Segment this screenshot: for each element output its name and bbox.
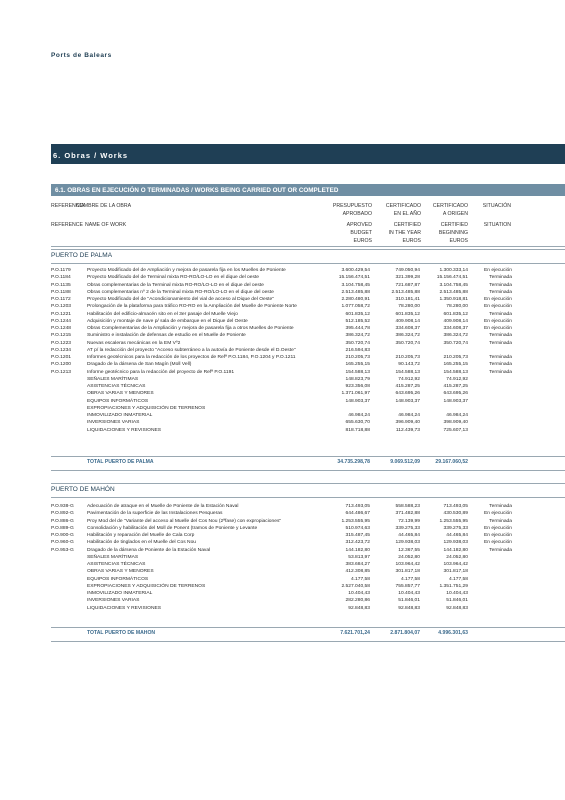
cell-certified-year: 396.909,40 [395,420,420,426]
cell-certified-origin: 2.513.485,88 [439,289,468,295]
cell-approved-budget: 395.444,78 [345,326,370,331]
table-row [51,510,565,517]
group-title-line [51,497,565,498]
cell-status: Terminada [489,362,512,368]
cell-approved-budget: 282.280,86 [345,598,370,604]
table-row [51,605,565,612]
cell-approved-budget: 46.984,24 [348,413,370,418]
total-certified-year: 9.069.512,09 [390,459,420,465]
group-title-line [51,263,565,264]
cell-approved-budget: 655.630,70 [345,420,370,426]
cell-reference: P.O.1213 [51,369,72,375]
table-row [51,340,565,347]
cell-work-name: Proyecto Modificado del de "Acondicionamiento del vial de acceso al Dique del Oeste" [87,297,274,302]
cell-work-name: EXPROPIACIONES Y ADQUISICIÓN DE TERRENOS [87,405,206,411]
cell-work-name: ASISTENCIAS TÉCNICAS [87,384,146,389]
cell-reference: P.O.889-G [51,525,74,531]
cell-approved-budget: 3.600.429,54 [341,268,370,273]
col-head-budget-es: PRESUPUESTO APROBADO [332,203,372,217]
cell-certified-year: 78.280,00 [398,304,420,310]
cell-approved-budget: 312.423,72 [345,540,370,546]
cell-work-name: LIQUIDACIONES Y REVISIONES [87,605,162,611]
col-head-year-es: CERTIFICADO EN EL AÑO [385,203,421,217]
table-row [51,561,565,568]
cell-work-name: Habilitación de tinglados en el Muelle del Cos Nou [87,540,197,546]
cell-reference: P.O.1223 [51,340,72,346]
total-label: TOTAL PUERTO DE MAHÓN [87,630,156,636]
col-head-ref-es: REFERENCIA [51,203,85,209]
cell-certified-year: 154.588,13 [395,369,420,375]
cell-approved-budget: 210.205,73 [345,355,370,360]
cell-work-name: Obras complementarias de la Terminal mixta RO-RO/LO-LO en el dique del oeste [87,282,264,288]
cell-approved-budget: 512.185,52 [345,318,370,324]
cell-status: En ejecución [483,533,512,538]
cell-certified-origin: 334.608,37 [443,326,468,331]
cell-certified-year: 301.817,18 [395,569,420,575]
cell-approved-budget: 154.588,13 [345,369,370,375]
cell-certified-origin: 301.817,18 [443,569,468,575]
cell-certified-year: 558.588,23 [395,504,420,509]
table-row [51,525,565,532]
running-header: Ports de Balears [51,52,112,59]
cell-work-name: LIQUIDACIONES Y REVISIONES [87,427,162,433]
cell-approved-budget: 53.813,97 [348,554,370,560]
cell-approved-budget: 315.487,45 [345,533,370,538]
table-row [51,590,565,597]
cell-approved-budget: 386.324,72 [345,333,370,339]
group-title: PUERTO DE MAHÓN [51,486,115,493]
cell-reference: P.O.1188 [51,289,71,295]
table-row [51,419,565,426]
cell-reference: P.O.953-G [51,547,74,553]
cell-reference: P.O.938-G [51,504,74,509]
cell-work-name: EQUIPOS INFORMÁTICOS [87,576,149,582]
cell-work-name: ASISTENCIAS TÉCNICAS [87,562,146,567]
table-row [51,376,565,383]
cell-status: Terminada [489,369,512,375]
cell-approved-budget: 383.684,27 [345,562,370,567]
table-row [51,267,565,274]
cell-certified-origin: 415.287,25 [443,384,468,389]
table-title: 6.1. OBRAS EN EJECUCIÓN O TERMINADAS / WORKS BEING CARRIED OUT OR COMPLETED [55,186,339,194]
cell-certified-year: 4.177,58 [400,576,420,582]
table-row [51,405,565,412]
cell-work-name: Adecuación de atraque en el Muelle de Poniente de la Estación Naval [87,504,239,509]
table-row [51,383,565,390]
table-row [51,361,565,368]
total-approved-budget: 34.735.298,78 [337,459,370,465]
table-row [51,369,565,376]
cell-approved-budget: 4.177,58 [350,576,370,582]
cell-status: Terminada [489,282,512,288]
cell-certified-origin: 210.205,73 [443,355,468,360]
cell-certified-year: 44.465,84 [398,533,420,538]
cell-certified-origin: 15.156.474,51 [436,275,468,281]
col-head-name-es: NOMBRE DE LA OBRA [76,203,132,209]
col-head-year-en: CERTIFIED IN THE YEAR EUROS [388,222,421,244]
cell-approved-budget: 412.308,85 [345,569,370,575]
cell-certified-year: 721.687,87 [395,282,420,288]
table-row [51,390,565,397]
cell-certified-year: 210.205,73 [395,355,420,360]
col-head-status-en: SITUATION [483,222,511,228]
cell-certified-origin: 725.607,13 [443,427,468,433]
col-head-status-es: SITUACIÓN [482,203,511,209]
cell-certified-origin: 129.938,03 [443,540,468,546]
cell-certified-year: 386.324,72 [395,333,420,339]
cell-certified-year: 12.367,55 [398,547,420,553]
cell-certified-origin: 154.588,13 [443,369,468,375]
cell-approved-budget: 818.718,88 [345,427,370,433]
table-row [51,354,565,361]
cell-work-name: Proyecto Modificado del de Ampliación y mejora de pasarela fija en los Muelles de Poniente [87,268,286,273]
cell-approved-budget: 1.253.555,95 [341,518,370,524]
cell-certified-origin: 24.052,80 [446,554,468,560]
cell-approved-budget: 601.835,12 [345,311,370,317]
cell-certified-year: 350.720,74 [395,340,420,346]
cell-reference: P.O.1221 [51,311,72,317]
cell-work-name: Informes geotécnicos para la redacción de los proyectos de Refª P.O.1184, P.O.1204 y P.O.1211 [87,355,296,360]
table-row [51,412,565,419]
cell-reference: P.O.1248 [51,326,72,331]
cell-certified-origin: 74.912,92 [446,376,468,382]
cell-work-name: EXPROPIACIONES Y ADQUISICIÓN DE TERRENOS [87,583,206,589]
col-head-origin-es: CERTIFICADO A ORIGEN [432,203,468,217]
cell-certified-year: 72.139,99 [398,518,420,524]
cell-status: En ejecución [483,297,512,302]
col-head-budget-en: APROVED BUDGET EUROS [346,222,372,244]
cell-work-name: Proy Mod del de "Variante del acceso al Muelle del Cos Nou (2ªfase) con expropiaciones" [87,518,282,524]
cell-reference: P.O.1244 [51,318,72,324]
cell-certified-year: 409.908,14 [395,318,420,324]
cell-approved-budget: 2.527.040,58 [341,583,370,589]
col-head-origin-en: CERTIFIED BEGINNING EUROS [438,222,468,244]
cell-certified-year: 46.984,24 [398,413,420,418]
total-row [51,630,565,637]
cell-certified-origin: 1.253.555,95 [439,518,468,524]
cell-certified-origin: 46.984,24 [446,413,468,418]
table-row [51,597,565,604]
cell-approved-budget: 10.404,43 [348,591,370,596]
cell-certified-origin: 1.300.333,14 [439,268,468,273]
cell-work-name: Adquisición y montaje de nave p/ sala de embarque en el Dique del Oeste [87,318,248,324]
total-approved-budget: 7.621.701,24 [340,630,370,636]
cell-status: Terminada [489,311,512,317]
cell-status: En ejecución [483,525,512,531]
cell-work-name: Obras complementarias nº 2 de la Terminal mixta RO-RO/LO-LO en el dique del oeste [87,289,274,295]
total-label: TOTAL PUERTO DE PALMA [87,459,154,465]
table-row [51,583,565,590]
table-row [51,539,565,546]
cell-reference: P.O.1215 [51,333,72,339]
cell-approved-budget: 92.848,83 [348,605,370,611]
table-row [51,332,565,339]
cell-status: Terminada [489,333,512,339]
cell-certified-year: 749.050,94 [395,268,420,273]
cell-certified-year: 2.513.485,88 [391,289,420,295]
cell-work-name: Habilitación y reparación del Muelle de Cala Corp [87,533,195,538]
cell-reference: P.O.1200 [51,362,72,368]
table-row [51,398,565,405]
cell-reference: P.O.1234 [51,347,72,353]
cell-work-name: Nuevas escaleras mecánicas en la EM Vº2 [87,340,181,346]
cell-certified-origin: 44.465,84 [446,533,468,538]
cell-certified-year: 74.912,92 [398,376,420,382]
cell-reference: P.O.1179 [51,268,71,273]
total-certified-origin: 4.996.301,63 [438,630,468,636]
cell-certified-origin: 10.404,43 [446,591,468,596]
group-top-line [51,249,565,250]
cell-certified-origin: 144.182,80 [443,547,468,553]
section-bar [51,144,565,164]
cell-certified-origin: 713.493,05 [443,504,468,509]
cell-approved-budget: 350.720,74 [345,340,370,346]
cell-certified-year: 112.439,73 [395,427,420,433]
cell-approved-budget: 165.255,15 [345,362,370,368]
table-row [51,427,565,434]
cell-certified-year: 339.275,33 [395,525,420,531]
table-row [51,503,565,510]
cell-reference: P.O.892-G [51,511,74,517]
cell-status: En ejecución [483,326,512,331]
cell-reference: P.O.900-G [51,533,74,538]
cell-work-name: Consolidación y habilitación del Moll de Ponent (tramos de Poniente y Levante [87,525,258,531]
cell-certified-origin: 398.909,40 [443,420,468,426]
cell-certified-origin: 78.280,00 [446,304,468,310]
cell-work-name: Proyecto Modificado del de Terminal mixta RO-RO/LO-LO en el dique del oeste [87,275,259,281]
cell-certified-year: 643.695,26 [395,391,420,397]
cell-certified-origin: 92.848,83 [446,605,468,611]
cell-certified-year: 371.482,88 [395,511,420,517]
cell-status: En ejecución [483,304,512,310]
cell-status: Terminada [489,340,512,346]
cell-work-name: INMOVILIZADO INMATERIAL [87,413,153,418]
col-head-ref-en: REFERENCE [51,222,83,228]
cell-certified-origin: 350.720,74 [443,340,468,346]
cell-status: Terminada [489,275,512,281]
cell-work-name: Suministro e instalación de defensas de estudio en el Muelle de Poniente [87,333,246,339]
cell-approved-budget: 713.493,05 [345,504,370,509]
cell-approved-budget: 1.371.061,97 [341,391,370,397]
cell-certified-year: 334.608,37 [395,326,420,331]
cell-certified-year: 10.404,43 [398,591,420,596]
cell-certified-origin: 148.903,37 [443,398,468,404]
table-row [51,532,565,539]
cell-approved-budget: 1.077.058,72 [341,304,370,310]
cell-work-name: Obras Complementarias de la Ampliación y mejora de pasarela fija a otros Muelles de Poniente [87,326,294,331]
cell-approved-budget: 2.280.480,91 [341,297,370,302]
cell-status: Terminada [489,355,512,360]
cell-approved-budget: 644.486,67 [345,511,370,517]
group-top-line [51,483,565,484]
cell-approved-budget: 510.974,63 [345,525,370,531]
table-row [51,547,565,554]
cell-reference: P.O.1184 [51,275,71,281]
cell-certified-year: 90.143,72 [398,362,420,368]
cell-certified-origin: 4.177,58 [448,576,468,582]
cell-work-name: OBRAS VARIAS Y MENORES [87,569,154,575]
cell-reference: P.O.1203 [51,304,72,310]
cell-approved-budget: 148.903,37 [345,398,370,404]
cell-certified-origin: 1.350.918,81 [439,297,468,302]
cell-status: Terminada [489,547,512,553]
total-top-line [51,456,565,457]
cell-approved-budget: 148.823,79 [345,376,370,382]
cell-status: En ejecución [483,540,512,546]
cell-work-name: Habilitación del edificio-almacén sito en el 3er pasaje del Muelle Viejo [87,311,238,317]
cell-status: Terminada [489,504,512,509]
table-row [51,347,565,354]
cell-reference: P.O.1201 [51,355,72,360]
table-row [51,318,565,325]
cell-certified-year: 129.938,03 [395,540,420,546]
table-row [51,554,565,561]
col-head-name-en: NAME OF WORK [85,222,127,228]
cell-certified-origin: 409.908,14 [443,318,468,324]
cell-work-name: Pavimentación de la superficie de las Instalaciones Pesqueras [87,511,223,517]
cell-work-name: EQUIPOS INFORMÁTICOS [87,398,149,404]
cell-status: En ejecución [483,511,512,517]
total-certified-origin: 29.167.060,52 [435,459,468,465]
cell-approved-budget: 3.104.758,45 [341,282,370,288]
group-title: PUERTO DE PALMA [51,252,113,259]
cell-certified-year: 51.846,01 [398,598,420,604]
cell-work-name: AT p/ la redacción del proyecto "Acceso subterráneo a la autovía de Poniente desde el D.Oeste" [87,347,296,353]
cell-reference: P.O.1172 [51,297,71,302]
cell-approved-budget: 2.513.485,88 [341,289,370,295]
cell-certified-year: 310.181,41 [395,297,420,302]
total-top-line [51,627,565,628]
section-title: 6. Obras / Works [53,151,129,160]
cell-certified-origin: 103.964,42 [443,562,468,567]
header-divider [51,246,565,247]
table-row [51,325,565,332]
cell-certified-origin: 51.846,01 [446,598,468,604]
cell-certified-year: 148.903,37 [395,398,420,404]
cell-certified-origin: 165.255,15 [443,362,468,368]
cell-certified-origin: 339.275,33 [443,525,468,531]
group-bottom-line [51,641,565,642]
cell-approved-budget: 15.156.474,51 [338,275,370,281]
cell-work-name: Prolongación de la plataforma para tráfico RO-RO en la Ampliación del Muelle de Poniente Norte [87,304,297,310]
cell-status: Terminada [489,518,512,524]
cell-certified-origin: 601.835,12 [443,311,468,317]
cell-reference: P.O.960-G [51,540,74,546]
cell-work-name: SEÑALES MARÍTIMAS [87,554,139,560]
cell-certified-origin: 643.695,26 [443,391,468,397]
cell-status: Terminada [489,289,512,295]
table-row [51,282,565,289]
cell-certified-year: 415.287,25 [395,384,420,389]
cell-work-name: OBRAS VARIAS Y MENORES [87,391,154,397]
cell-work-name: INVERSIONES VARIAS [87,420,140,426]
cell-status: En ejecución [483,268,512,273]
cell-certified-year: 103.964,42 [395,562,420,567]
cell-work-name: SEÑALES MARÍTIMAS [87,376,139,382]
table-row [51,518,565,525]
table-row [51,576,565,583]
group-bottom-line [51,470,565,471]
cell-certified-origin: 430.530,89 [443,511,468,517]
table-row [51,568,565,575]
table-row [51,274,565,281]
cell-certified-year: 321.399,28 [395,275,420,281]
cell-reference: P.O.1135 [51,282,71,288]
table-row [51,311,565,318]
cell-certified-year: 601.835,12 [395,311,420,317]
cell-approved-budget: 216.594,83 [345,347,370,353]
cell-work-name: Dragado de la dársena de Poniente de la Estación Naval [87,547,211,553]
cell-certified-origin: 386.324,72 [443,333,468,339]
table-row [51,289,565,296]
cell-certified-year: 24.052,80 [398,554,420,560]
cell-certified-origin: 3.104.758,45 [439,282,468,288]
cell-status: En ejecución [483,318,512,324]
total-certified-year: 2.871.804,07 [390,630,420,636]
cell-work-name: INVERSIONES VARIAS [87,598,140,604]
total-row [51,459,565,466]
cell-approved-budget: 144.182,80 [345,547,370,553]
table-row [51,303,565,310]
cell-work-name: Informe geotécnico para la redacción del proyecto de Refª P.O.1191 [87,369,235,375]
cell-work-name: INMOVILIZADO INMATERIAL [87,591,153,596]
cell-certified-year: 92.848,83 [398,605,420,611]
cell-certified-year: 755.857,77 [395,583,420,589]
cell-approved-budget: 923.356,08 [345,384,370,389]
cell-certified-origin: 1.351.751,29 [439,583,468,589]
cell-reference: P.O.886-G [51,518,74,524]
cell-work-name: Dragado de la dársena de San Magín (Moll Vell) [87,362,192,368]
table-row [51,296,565,303]
